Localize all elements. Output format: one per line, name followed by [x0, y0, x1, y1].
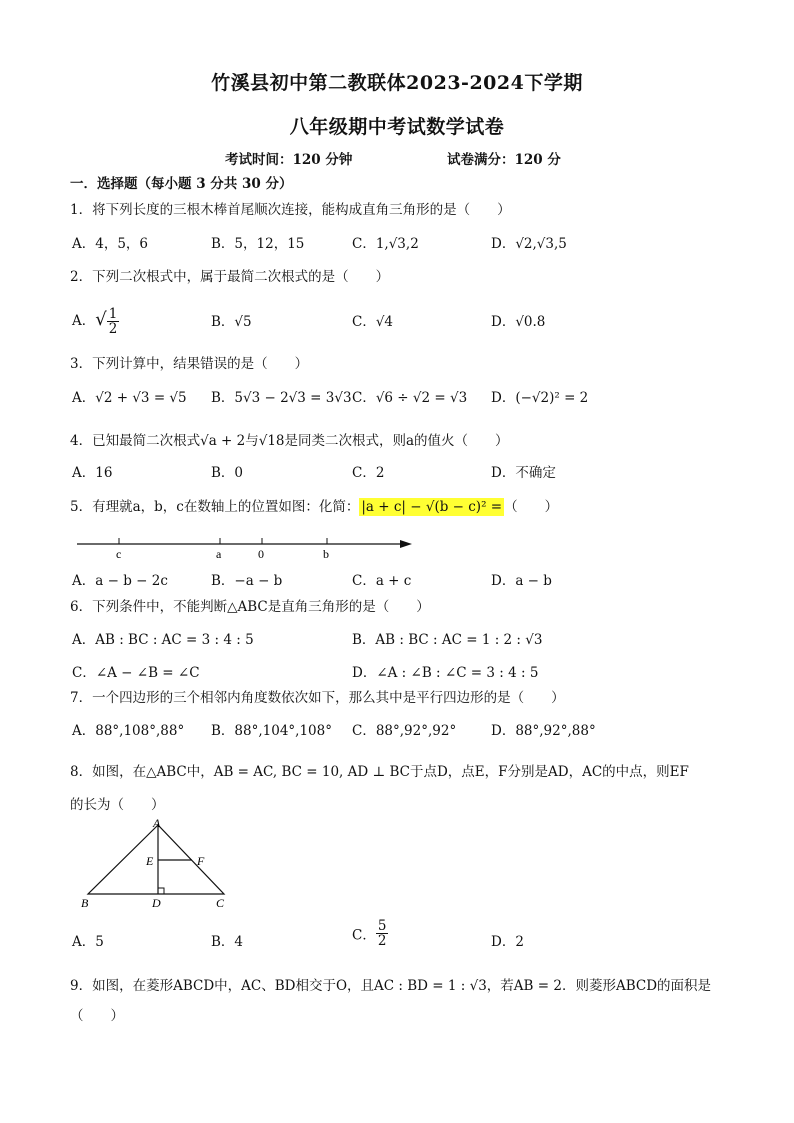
question-9-stem-line1: 9．如图，在菱形ABCD中，AC、BD相交于O，且AC : BD = 1 : √3，若AB = 2．则菱形ABCD的面积是: [70, 978, 712, 994]
vertex-label-c: C: [216, 896, 225, 910]
exam-title-line2: 八年级期中考试数学试卷: [289, 116, 505, 138]
q7-option-d: D．88°,92°,88°: [491, 723, 596, 739]
q6-option-a: A．AB : BC : AC = 3 : 4 : 5: [72, 632, 254, 648]
q3-option-c: C．√6 ÷ √2 = √3: [352, 390, 468, 406]
q7-option-b: B．88°,104°,108°: [211, 723, 332, 739]
q2-option-c: C．√4: [352, 314, 394, 330]
right-angle-mark: [158, 888, 164, 894]
q6-option-d: D．∠A : ∠B : ∠C = 3 : 4 : 5: [352, 665, 539, 681]
q2-option-a-label: A．: [72, 313, 96, 330]
q5-option-c: C．a + c: [352, 573, 412, 589]
q1-option-d: D．√2,√3,5: [491, 236, 567, 252]
question-5-stem: [70, 495, 558, 515]
number-line-figure: [72, 530, 417, 562]
fraction-denominator: 2: [377, 933, 387, 950]
axis-label-0: 0: [258, 547, 264, 561]
q5-highlighted-expression: |a + c| − √(b − c)² =: [361, 499, 503, 515]
q5-option-a: A．a − b − 2c: [72, 573, 168, 589]
q2-option-b: B．√5: [211, 314, 252, 330]
triangle-figure: [78, 815, 238, 910]
point-label-e: E: [146, 854, 154, 868]
q8-option-b: B．4: [211, 934, 244, 950]
q8-option-a: A．5: [72, 934, 104, 950]
point-label-d: D: [152, 896, 161, 910]
q4-option-b: B．0: [211, 465, 244, 481]
q5-option-b: B．−a − b: [211, 573, 283, 589]
q8-option-c-fraction: [376, 919, 389, 948]
q2-option-d: D．√0.8: [491, 314, 546, 330]
axis-label-a: a: [216, 547, 222, 561]
vertex-label-b: B: [81, 896, 89, 910]
number-line-arrow: [400, 540, 412, 548]
q2-option-a-fraction: [107, 307, 120, 336]
section-heading: 一．选择题（每小题 3 分共 30 分）: [70, 176, 293, 192]
q7-option-c: C．88°,92°,92°: [352, 723, 457, 739]
fraction-denominator: 2: [108, 321, 118, 338]
q1-option-b: B．5，12，15: [211, 236, 305, 252]
q7-option-a: A．88°,108°,88°: [72, 723, 185, 739]
q8-option-c-label: C．: [352, 927, 376, 944]
q2-option-a: A．√ $\frac{1}{2}$: [72, 306, 118, 338]
vertex-label-a: A: [153, 816, 161, 830]
q1-option-a: A．4，5，6: [72, 236, 149, 252]
q5-stem-tail: （ ）: [504, 499, 559, 515]
exam-title-line1: 竹溪县初中第二教联体2023-2024下学期: [211, 72, 583, 94]
q4-option-d: D．不确定: [491, 465, 556, 481]
question-9-stem-line2: （ ）: [70, 1008, 124, 1024]
q4-option-c: C．2: [352, 465, 385, 481]
q4-option-a: A．16: [72, 465, 113, 481]
q6-option-b: B．AB : BC : AC = 1 : 2 : √3: [352, 632, 543, 648]
exam-time: 考试时间：120 分钟: [225, 152, 353, 168]
axis-label-b: b: [323, 547, 329, 561]
question-3-stem: 3．下列计算中，结果错误的是（ ）: [70, 356, 309, 372]
question-8-stem-line2: 的长为（ ）: [70, 797, 165, 813]
q1-option-c: C．1,√3,2: [352, 236, 419, 252]
q3-option-a: A．√2 + √3 = √5: [72, 390, 187, 406]
point-label-f: F: [197, 854, 205, 868]
question-2-stem: 2．下列二次根式中，属于最简二次根式的是（ ）: [70, 269, 390, 285]
q5-stem-text: 5．有理就a，b，c在数轴上的位置如图：化简：: [70, 499, 360, 515]
question-7-stem: 7．一个四边形的三个相邻内角度数依次如下，那么其中是平行四边形的是（ ）: [70, 690, 565, 706]
question-4-stem: 4．已知最简二次根式√a + 2与√18是同类二次根式，则a的值火（ ）: [70, 433, 509, 449]
question-8-stem-line1: 8．如图，在△ABC中，AB = AC, BC = 10, AD ⊥ BC于点D，点E，F分别是AD，AC的中点，则EF: [70, 764, 689, 780]
question-6-stem: 6．下列条件中，不能判断△ABC是直角三角形的是（ ）: [70, 599, 430, 615]
axis-label-c: c: [116, 547, 122, 561]
q3-option-b: B．5√3 − 2√3 = 3√3: [211, 390, 352, 406]
q8-option-c: [352, 919, 388, 948]
fraction-numerator: 1: [108, 306, 118, 322]
fraction-numerator: 5: [377, 918, 387, 934]
q5-option-d: D．a − b: [491, 573, 552, 589]
exam-score: 试卷满分：120 分: [447, 152, 561, 168]
q6-option-c: C．∠A − ∠B = ∠C: [72, 665, 200, 681]
question-1-stem: 1．将下列长度的三根木棒首尾顺次连接，能构成直角三角形的是（ ）: [70, 202, 511, 218]
q8-option-d: D．2: [491, 934, 524, 950]
q3-option-d: D．(−√2)² = 2: [491, 390, 589, 406]
